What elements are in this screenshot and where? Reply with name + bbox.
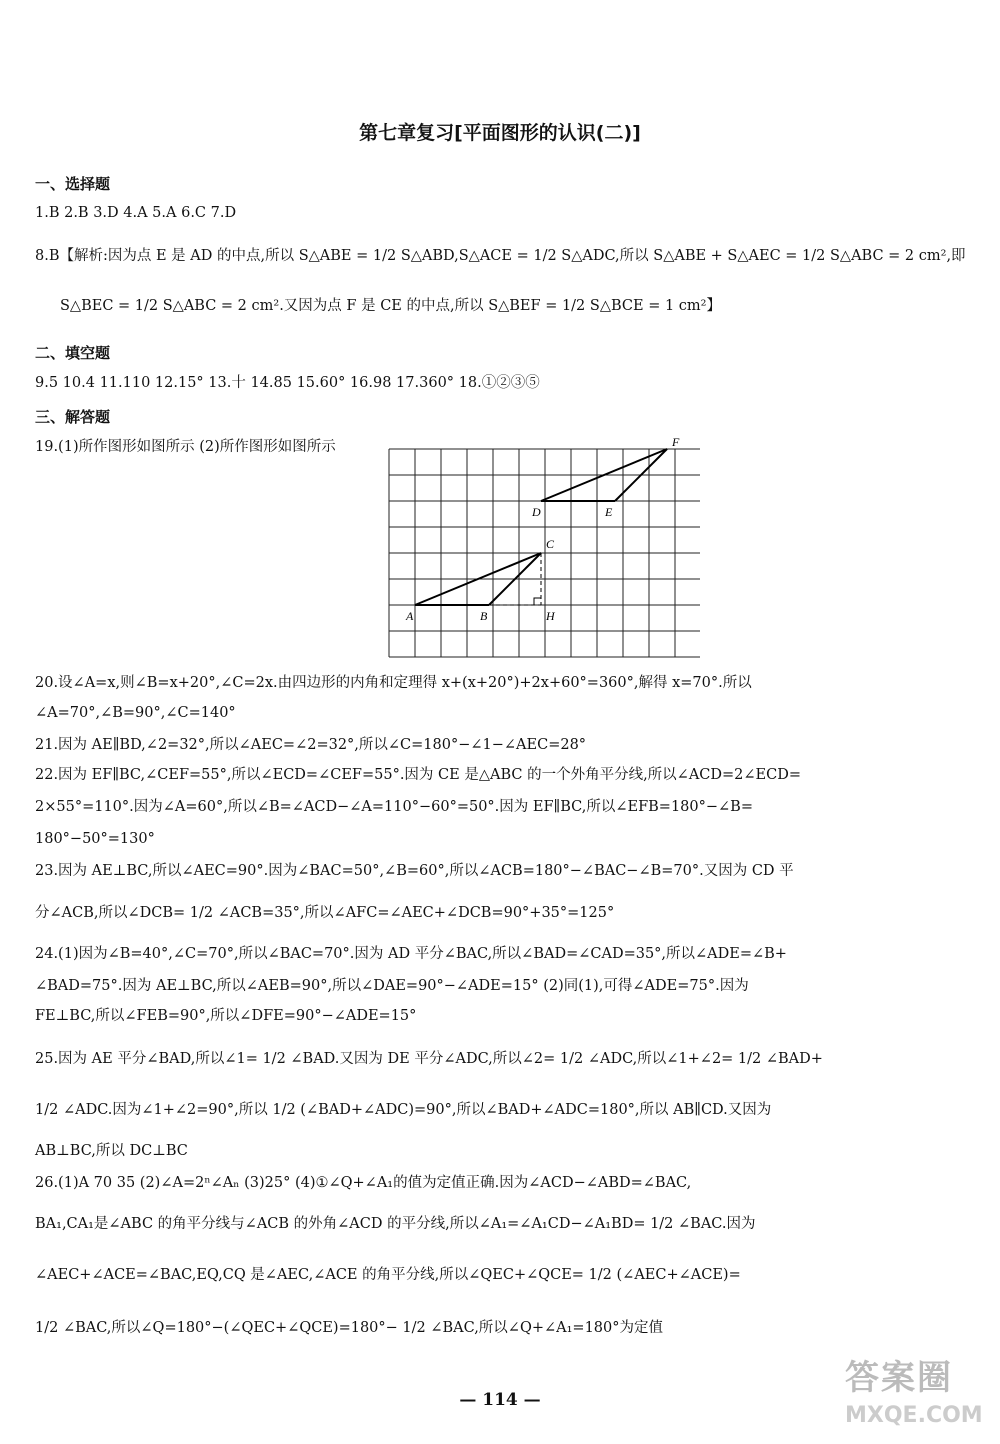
answer-line-20b: ∠A=70°,∠B=90°,∠C=140° [35,705,236,721]
label-d: D [532,505,541,519]
answer-line-24a: 24.(1)因为∠B=40°,∠C=70°,所以∠BAC=70°.因为 AD 平分∠BAC,所以∠BAD=∠CAD=35°,所以∠ADE=∠B+ [35,946,787,962]
section-heading-solve: 三、解答题 [35,408,111,426]
answer-line-24c: FE⊥BC,所以∠FEB=90°,所以∠DFE=90°−∠ADE=15° [35,1008,417,1024]
answer-line-8b: S△BEC = 1/2 S△ABC = 2 cm².又因为点 F 是 CE 的中点,所以 S△BEF = 1/2 S△BCE = 1 cm²】 [60,298,721,314]
label-c: C [546,537,555,551]
watermark-url: MXQE.COM [845,1403,983,1428]
answer-line-19: 19.(1)所作图形如图所示 (2)所作图形如图所示 [35,439,336,455]
answer-line-23b: 分∠ACB,所以∠DCB= 1/2 ∠ACB=35°,所以∠AFC=∠AEC+∠DCB=90°+35°=125° [35,905,615,921]
answer-line-1-7: 1.B 2.B 3.D 4.A 5.A 6.C 7.D [35,205,237,221]
watermark-text: 答案圈 [845,1358,953,1398]
answer-line-26d: 1/2 ∠BAC,所以∠Q=180°−(∠QEC+∠QCE)=180°− 1/2 ∠BAC,所以∠Q+∠A₁=180°为定值 [35,1320,664,1336]
label-a: A [406,609,414,623]
answer-line-8a: 8.B【解析:因为点 E 是 AD 的中点,所以 S△ABE = 1/2 S△ABD,S△ACE = 1/2 S△ADC,所以 S△ABE + S△AEC = 1/2 S△ABC = 2 cm²,即 [35,248,966,264]
answer-line-22b: 2×55°=110°.因为∠A=60°,所以∠B=∠ACD−∠A=110°−60°=50°.因为 EF∥BC,所以∠EFB=180°−∠B= [35,799,753,815]
watermark-logo [845,1350,995,1440]
grid-figure [380,434,700,662]
answer-line-22c: 180°−50°=130° [35,831,155,847]
page-number: — 114 — [459,1390,541,1410]
answer-line-23a: 23.因为 AE⊥BC,所以∠AEC=90°.因为∠BAC=50°,∠B=60°,所以∠ACB=180°−∠BAC−∠B=70°.又因为 CD 平 [35,863,794,879]
label-b: B [480,609,488,623]
answer-line-25b: 1/2 ∠ADC.因为∠1+∠2=90°,所以 1/2 (∠BAD+∠ADC)=90°,所以∠BAD+∠ADC=180°,所以 AB∥CD.又因为 [35,1102,772,1118]
section-heading-fill: 二、填空题 [35,344,111,362]
answer-line-26b: BA₁,CA₁是∠ABC 的角平分线与∠ACB 的外角∠ACD 的平分线,所以∠A₁=∠A₁CD−∠A₁BD= 1/2 ∠BAC.因为 [35,1216,756,1232]
label-e: E [605,505,613,519]
section-heading-choice: 一、选择题 [35,175,111,193]
grid-lines [389,449,700,657]
answer-line-24b: ∠BAD=75°.因为 AE⊥BC,所以∠AEB=90°,所以∠DAE=90°−∠ADE=15° (2)同(1),可得∠ADE=75°.因为 [35,978,749,994]
answer-line-22a: 22.因为 EF∥BC,∠CEF=55°,所以∠ECD=∠CEF=55°.因为 CE 是△ABC 的一个外角平分线,所以∠ACD=2∠ECD= [35,767,801,783]
label-f: F [672,435,680,449]
answer-line-21: 21.因为 AE∥BD,∠2=32°,所以∠AEC=∠2=32°,所以∠C=180°−∠1−∠AEC=28° [35,737,587,753]
page-title: 第七章复习[平面图形的认识(二)] [359,122,641,144]
answer-line-26c: ∠AEC+∠ACE=∠BAC,EQ,CQ 是∠AEC,∠ACE 的角平分线,所以∠QEC+∠QCE= 1/2 (∠AEC+∠ACE)= [35,1267,741,1283]
answer-line-26a: 26.(1)A 70 35 (2)∠A=2ⁿ∠Aₙ (3)25° (4)①∠Q+∠A₁的值为定值正确.因为∠ACD−∠ABD=∠BAC, [35,1175,692,1191]
right-angle-mark [534,598,541,605]
answer-line-25a: 25.因为 AE 平分∠BAD,所以∠1= 1/2 ∠BAD.又因为 DE 平分∠ADC,所以∠2= 1/2 ∠ADC,所以∠1+∠2= 1/2 ∠BAD+ [35,1051,823,1067]
answer-line-25c: AB⊥BC,所以 DC⊥BC [35,1143,188,1159]
answer-line-9-18: 9.5 10.4 11.110 12.15° 13.十 14.85 15.60° 16.98 17.360° 18.①②③⑤ [35,375,540,391]
answer-line-20a: 20.设∠A=x,则∠B=x+20°,∠C=2x.由四边形的内角和定理得 x+(x+20°)+2x+60°=360°,解得 x=70°.所以 [35,675,752,691]
label-h: H [546,609,555,623]
